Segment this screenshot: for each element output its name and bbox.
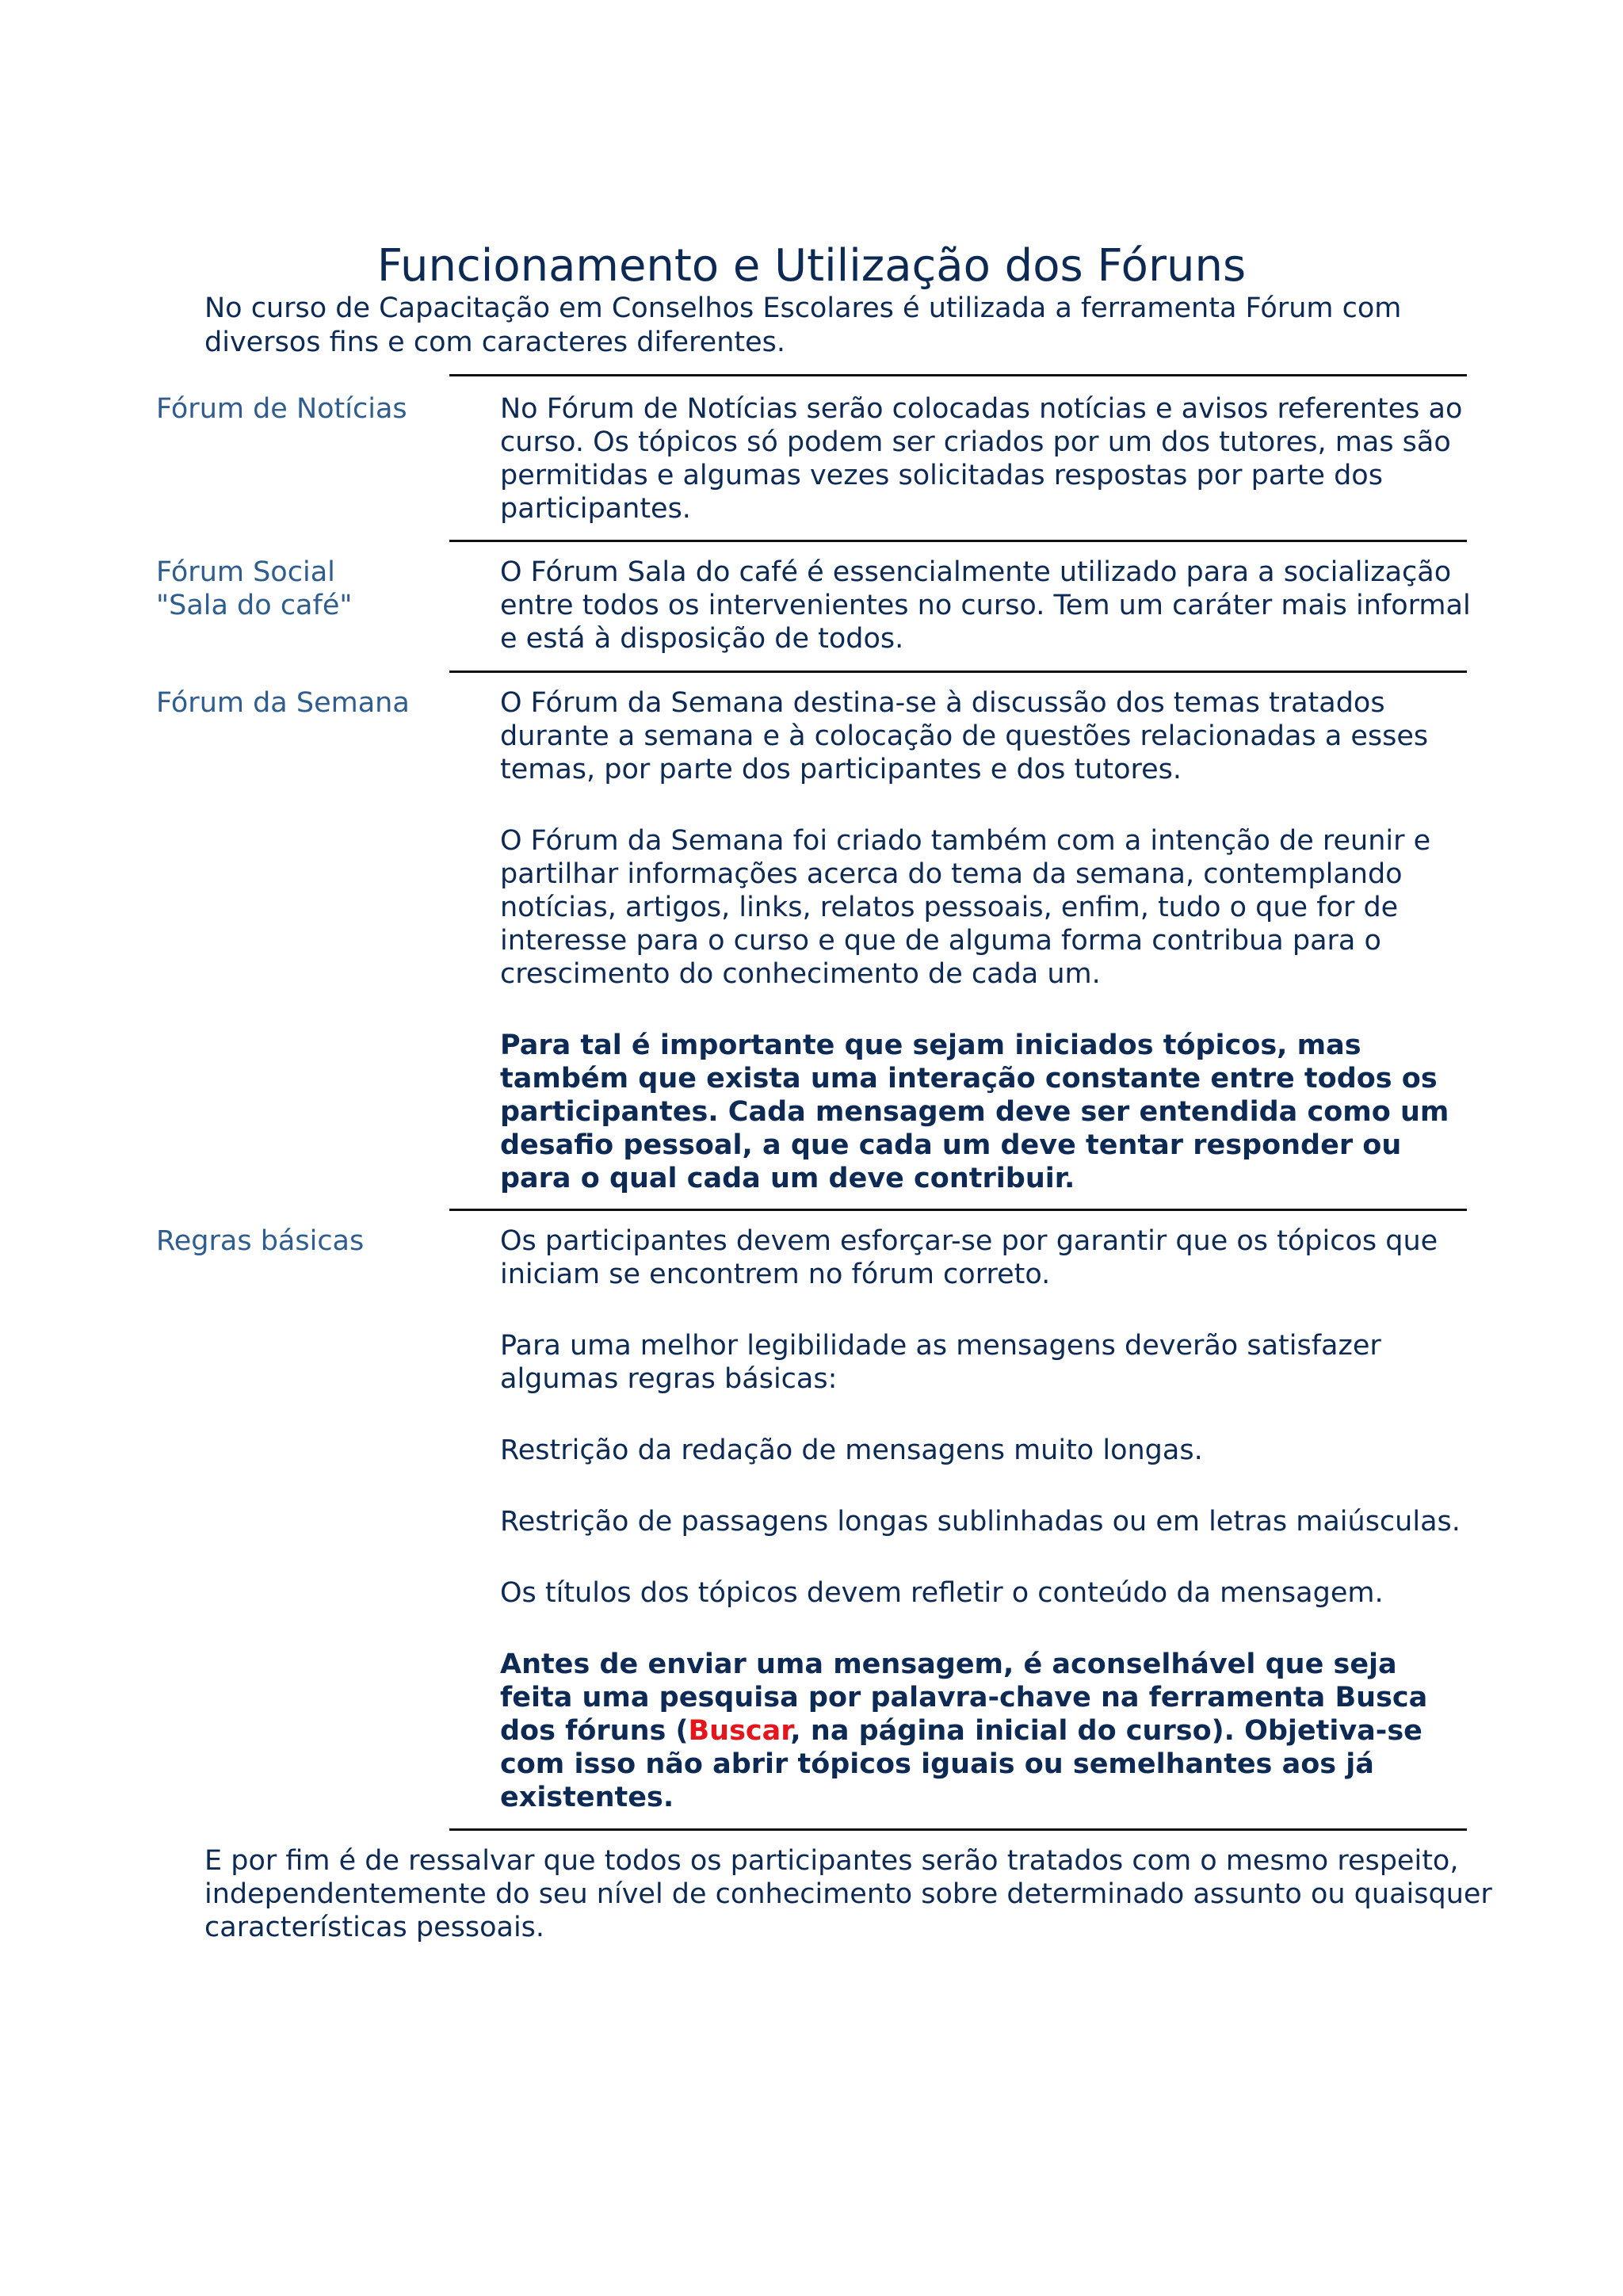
paragraph: O Fórum Sala do café é essencialmente utilizado para a socialização entre todos os intervenientes no curso. Tem um caráter mais informal e está à disposição de todos. — [500, 556, 1471, 655]
section-content-forum-noticias — [500, 392, 1471, 525]
rule-item: Restrição da redação de mensagens muito longas. — [500, 1435, 1203, 1466]
section-content-forum-semana — [500, 686, 1471, 1195]
bold-paragraph: Para tal é importante que sejam iniciados tópicos, mas também que exista uma interação constante entre todos os participantes. Cada mensagem deve ser entendida como um desafio pessoal, a que cada um deve tentar responder ou para o qual cada um deve contribuir. — [500, 1030, 1449, 1194]
section-divider — [449, 374, 1467, 376]
intro-paragraph: No curso de Capacitação em Conselhos Escolares é utilizada a ferramenta Fórum com diversos fins e com caracteres diferentes. — [204, 292, 1402, 358]
paragraph: Para uma melhor legibilidade as mensagens deverão satisfazer algumas regras básicas: — [500, 1330, 1381, 1395]
section-content-regras-basicas — [500, 1224, 1471, 1814]
rule-item: Os títulos dos tópicos devem refletir o conteúdo da mensagem. — [500, 1577, 1384, 1609]
rule-item: Restrição de passagens longas sublinhadas ou em letras maiúsculas. — [500, 1506, 1461, 1538]
section-divider — [449, 540, 1467, 542]
paragraph: No Fórum de Notícias serão colocadas notícias e avisos referentes ao curso. Os tópicos só podem ser criados por um dos tutores, mas são permitidas e algumas vezes solicitadas respostas por parte dos participantes. — [500, 393, 1463, 525]
buscar-highlight: Buscar — [688, 1715, 791, 1747]
section-divider — [449, 1828, 1467, 1831]
section-content-forum-social — [500, 556, 1471, 655]
paragraph: O Fórum da Semana destina-se à discussão dos temas tratados durante a semana e à colocação de questões relacionadas a esses temas, por parte dos participantes e dos tutores. — [500, 687, 1429, 785]
section-divider — [449, 670, 1467, 673]
bold-note — [500, 1648, 1471, 1814]
paragraph: Os participantes devem esforçar-se por garantir que os tópicos que iniciam se encontrem no fórum correto. — [500, 1225, 1438, 1290]
bold-note-text: , na página inicial do curso). Objetiva-se com isso não abrir tópicos iguais ou semelhantes aos já existentes. — [500, 1715, 1423, 1813]
section-label-forum-social — [156, 556, 418, 622]
section-label-forum-noticias: Fórum de Notícias — [156, 393, 407, 425]
section-label-forum-semana: Fórum da Semana — [156, 687, 410, 719]
bold-note-text: Antes de enviar uma mensagem, é aconselhável que seja feita uma pesquisa por palavra-chave na ferramenta Busca dos fóruns ( — [500, 1648, 1428, 1747]
outro-paragraph: E por fim é de ressalvar que todos os participantes serão tratados com o mesmo respeito, independentemente do seu nível de conhecimento sobre determinado assunto ou quaisquer características pessoais. — [204, 1845, 1492, 1943]
page-title: Funcionamento e Utilização dos Fóruns — [376, 239, 1247, 292]
section-label-line: "Sala do café" — [156, 590, 353, 621]
paragraph: O Fórum da Semana foi criado também com a intenção de reunir e partilhar informações acerca do tema da semana, contemplando notícias, artigos, links, relatos pessoais, enfim, tudo o que for de interesse para o curso e que de alguma forma contribua para o crescimento do conhecimento de cada um. — [500, 825, 1431, 990]
section-divider — [449, 1209, 1467, 1211]
section-label-regras-basicas: Regras básicas — [156, 1225, 365, 1257]
section-label-line: Fórum Social — [156, 556, 335, 588]
